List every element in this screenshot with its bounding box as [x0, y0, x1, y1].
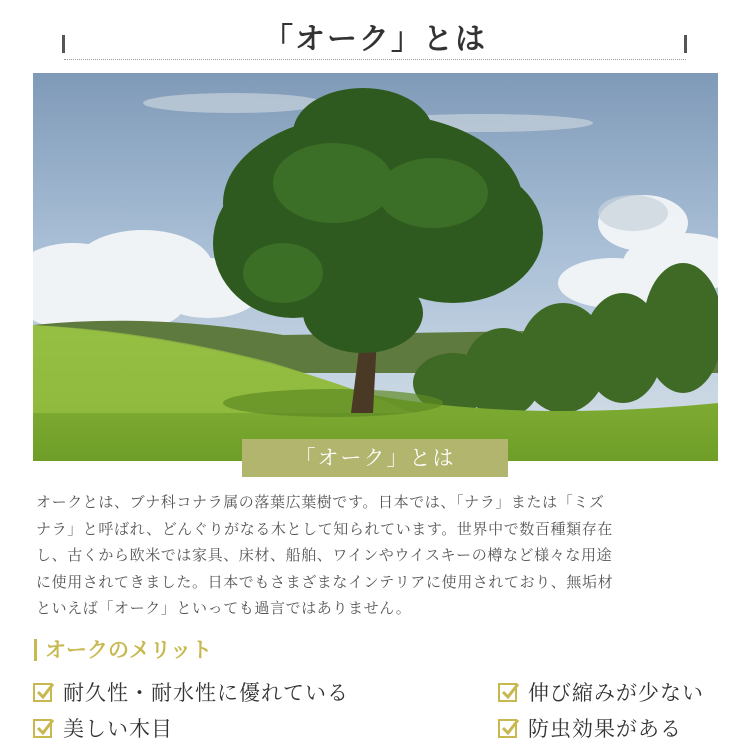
- merit-label: 美しい木目: [63, 717, 173, 741]
- oak-description: [36, 489, 718, 622]
- merits-heading: [34, 637, 212, 663]
- merit-item: [498, 713, 682, 743]
- description-line: ナラ」と呼ばれ、どんぐりがなる木として知られています。世界中で数百種類存在: [36, 519, 613, 538]
- merit-item: [498, 677, 704, 707]
- photo-caption: 「オーク」とは: [242, 439, 508, 477]
- description-line: に使用されてきました。日本でもさまざまなインテリアに使用されており、無垢材: [36, 572, 614, 591]
- merit-item: [33, 713, 173, 743]
- checkbox-check-icon: [33, 717, 55, 739]
- merit-item: [33, 677, 349, 707]
- merits-heading-text: オークのメリット: [45, 638, 213, 662]
- merit-label: 耐久性・耐水性に優れている: [63, 681, 349, 705]
- header-dotted-line: [64, 59, 686, 60]
- checkbox-check-icon: [498, 717, 520, 739]
- checkbox-check-icon: [33, 681, 55, 703]
- page-header: [0, 0, 750, 70]
- header-bracket-right: [684, 35, 687, 53]
- description-line: し、古くから欧米では家具、床材、船舶、ワインやウイスキーの樽など様々な用途: [36, 546, 613, 564]
- description-line: といえば「オーク」といっても過言ではありません。: [36, 599, 412, 617]
- page-title: 「オーク」とは: [263, 22, 487, 57]
- merit-label: 伸び縮みが少ない: [528, 681, 704, 705]
- oak-tree-photo: [33, 73, 718, 461]
- checkbox-check-icon: [498, 681, 520, 703]
- merit-label: 防虫効果がある: [528, 717, 682, 741]
- description-line: オークとは、ブナ科コナラ属の落葉広葉樹です。日本では、「ナラ」または「ミズ: [36, 493, 605, 511]
- merits-heading-bar: [34, 639, 37, 661]
